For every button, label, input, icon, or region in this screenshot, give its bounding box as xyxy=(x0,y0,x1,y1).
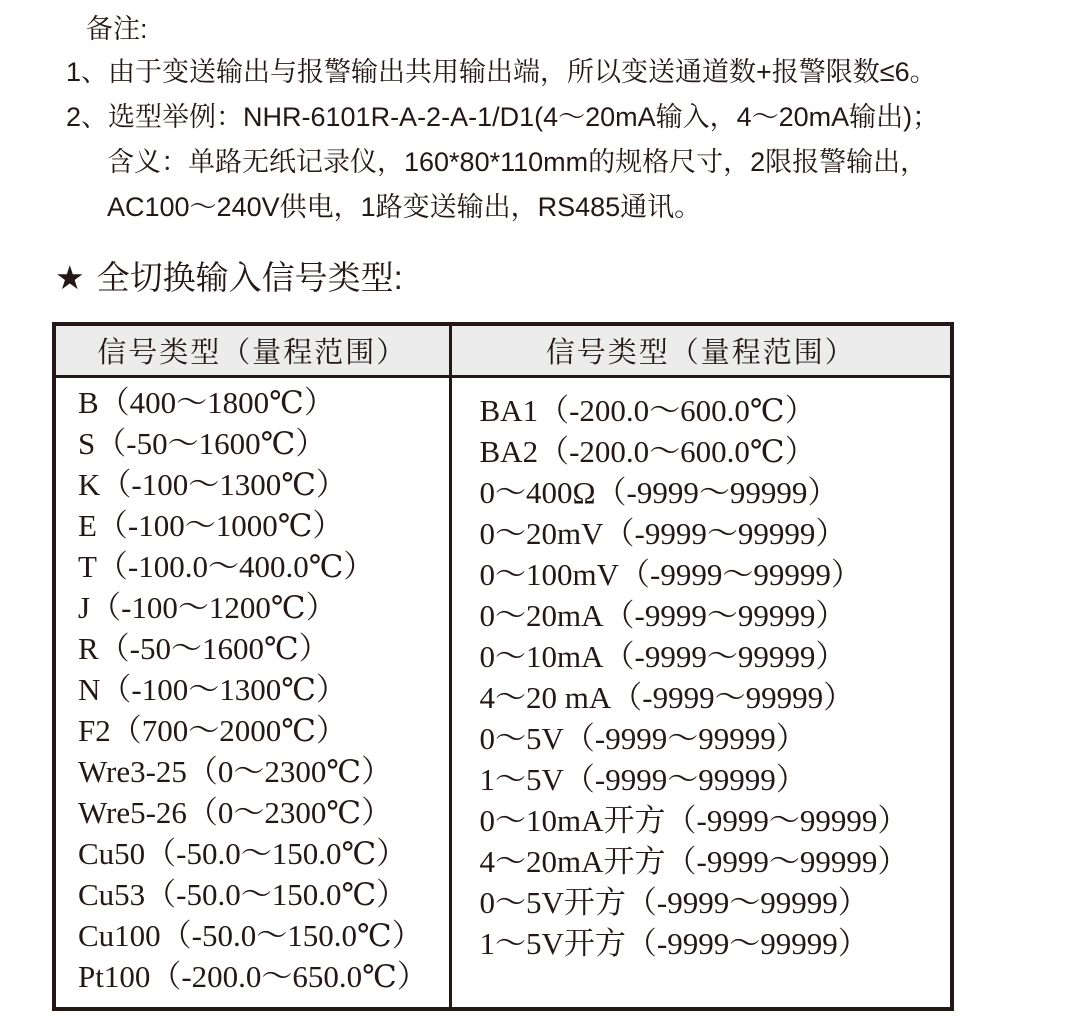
header-cell-right: 信号类型（量程范围） xyxy=(450,324,952,377)
notes-title: 备注: xyxy=(86,14,148,44)
document-page xyxy=(0,8,1080,1022)
note-line-2: 2、选型举例：NHR-6101R-A-2-A-1/D1(4～20mA输入，4～20mA输出)； xyxy=(66,102,940,132)
note-line-3: 含义：单路无纸记录仪，160*80*110mm的规格尺寸，2限报警输出， xyxy=(107,147,928,177)
table-header-row xyxy=(54,324,952,377)
header-cell-left: 信号类型（量程范围） xyxy=(54,324,450,377)
signal-column-left xyxy=(54,377,450,1010)
table-row: 0～5V开方（-9999～99999） xyxy=(479,885,869,920)
table-row: K（-100～1300℃） xyxy=(78,467,347,502)
table-row: Pt100（-200.0～650.0℃） xyxy=(78,959,428,994)
section-heading xyxy=(55,256,1080,300)
table-row: 0～5V（-9999～99999） xyxy=(479,721,807,756)
table-row: F2（700～2000℃） xyxy=(78,713,347,748)
table-row: 4～20mA开方（-9999～99999） xyxy=(479,844,909,879)
table-row: E（-100～1000℃） xyxy=(78,508,344,543)
table-row: T（-100.0～400.0℃） xyxy=(78,549,375,584)
star-icon: ★ xyxy=(55,259,85,296)
table-row: Cu50（-50.0～150.0℃） xyxy=(78,836,408,871)
table-row: N（-100～1300℃） xyxy=(78,672,347,707)
signal-column-right xyxy=(450,377,952,1010)
section-title: 全切换输入信号类型: xyxy=(96,259,403,296)
table-row: R（-50～1600℃） xyxy=(78,631,330,666)
table-body-row xyxy=(54,377,952,1010)
table-row: Cu100（-50.0～150.0℃） xyxy=(78,918,423,953)
table-row: BA2（-200.0～600.0℃） xyxy=(479,434,816,469)
table-row: 1～5V开方（-9999～99999） xyxy=(479,926,869,961)
table-row: 0～10mA（-9999～99999） xyxy=(479,639,847,674)
table-row: Wre3-25（0～2300℃） xyxy=(78,754,393,789)
table-row: S（-50～1600℃） xyxy=(78,426,327,461)
table-row: Wre5-26（0～2300℃） xyxy=(78,795,393,830)
table-row: 0～20mV（-9999～99999） xyxy=(479,516,847,551)
table-row: 0～10mA开方（-9999～99999） xyxy=(479,803,909,838)
table-row: J（-100～1200℃） xyxy=(78,590,337,625)
table-row: 0～400Ω（-9999～99999） xyxy=(479,475,839,510)
table-row: Cu53（-50.0～150.0℃） xyxy=(78,877,408,912)
table-row: 0～100mV（-9999～99999） xyxy=(479,557,862,592)
note-line-1: 1、由于变送输出与报警输出共用输出端，所以变送通道数+报警限数≤6。 xyxy=(66,57,937,87)
table-row: BA1（-200.0～600.0℃） xyxy=(479,393,816,428)
table-row: 0～20mA（-9999～99999） xyxy=(479,598,847,633)
table-row: 4～20 mA（-9999～99999） xyxy=(479,680,855,715)
table-row: B（400～1800℃） xyxy=(78,385,335,420)
note-line-4: AC100～240V供电，1路变送输出，RS485通讯。 xyxy=(107,192,702,222)
table-row: 1～5V（-9999～99999） xyxy=(479,762,807,797)
signal-type-table xyxy=(52,322,954,1011)
